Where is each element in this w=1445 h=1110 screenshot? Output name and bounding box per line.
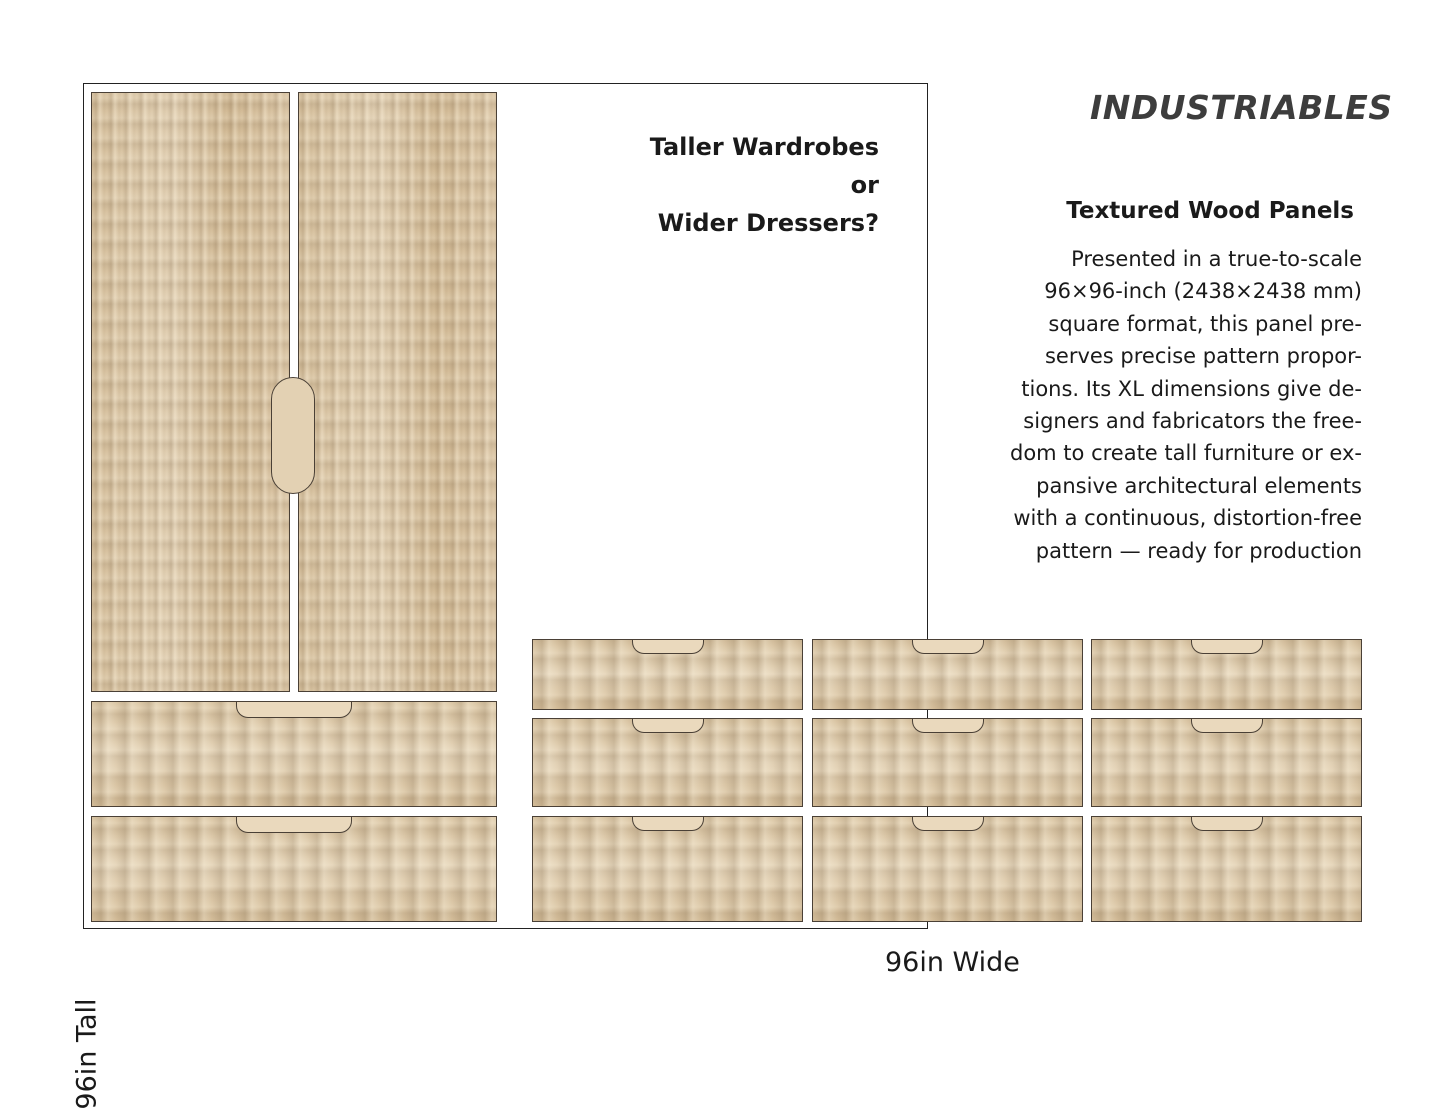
info-line: square format, this panel pre- (1048, 311, 1362, 336)
dresser-drawer (1091, 639, 1362, 710)
dresser-drawer (532, 718, 803, 807)
info-line: pattern — ready for production (1035, 538, 1362, 563)
wardrobe-drawer (91, 816, 497, 922)
dresser-drawer (812, 718, 1083, 807)
dresser-drawer (812, 639, 1083, 710)
wardrobe-door-right (298, 92, 497, 692)
info-title: Textured Wood Panels (1066, 198, 1354, 224)
headline-question: Taller Wardrobes or Wider Dressers? (649, 133, 879, 237)
dresser-drawer (812, 816, 1083, 922)
info-description (962, 243, 1362, 567)
brand-logo: INDUSTRIABLES (1090, 88, 1393, 127)
dresser-drawer (532, 816, 803, 922)
info-line: serves precise pattern propor- (1044, 344, 1362, 369)
wardrobe-drawer (91, 701, 497, 807)
height-dimension-label: 96in Tall (71, 998, 103, 1110)
width-dimension-label: 96in Wide (885, 947, 1020, 978)
wardrobe-door-left (91, 92, 290, 692)
info-line: dom to create tall furniture or ex- (1010, 441, 1362, 466)
dresser-drawer (1091, 816, 1362, 922)
info-line: pansive architectural elements (1036, 473, 1362, 498)
dresser-drawer (532, 639, 803, 710)
info-line: signers and fabricators the free- (1023, 409, 1362, 434)
info-line: Presented in a true-to-scale (1071, 247, 1362, 271)
info-line: 96×96-inch (2438×2438 mm) (1044, 279, 1362, 304)
wardrobe-door-handle (271, 377, 315, 494)
info-line: with a continuous, distortion-free (1013, 506, 1362, 531)
info-line: tions. Its XL dimensions give de- (1021, 376, 1362, 401)
dresser-drawer (1091, 718, 1362, 807)
